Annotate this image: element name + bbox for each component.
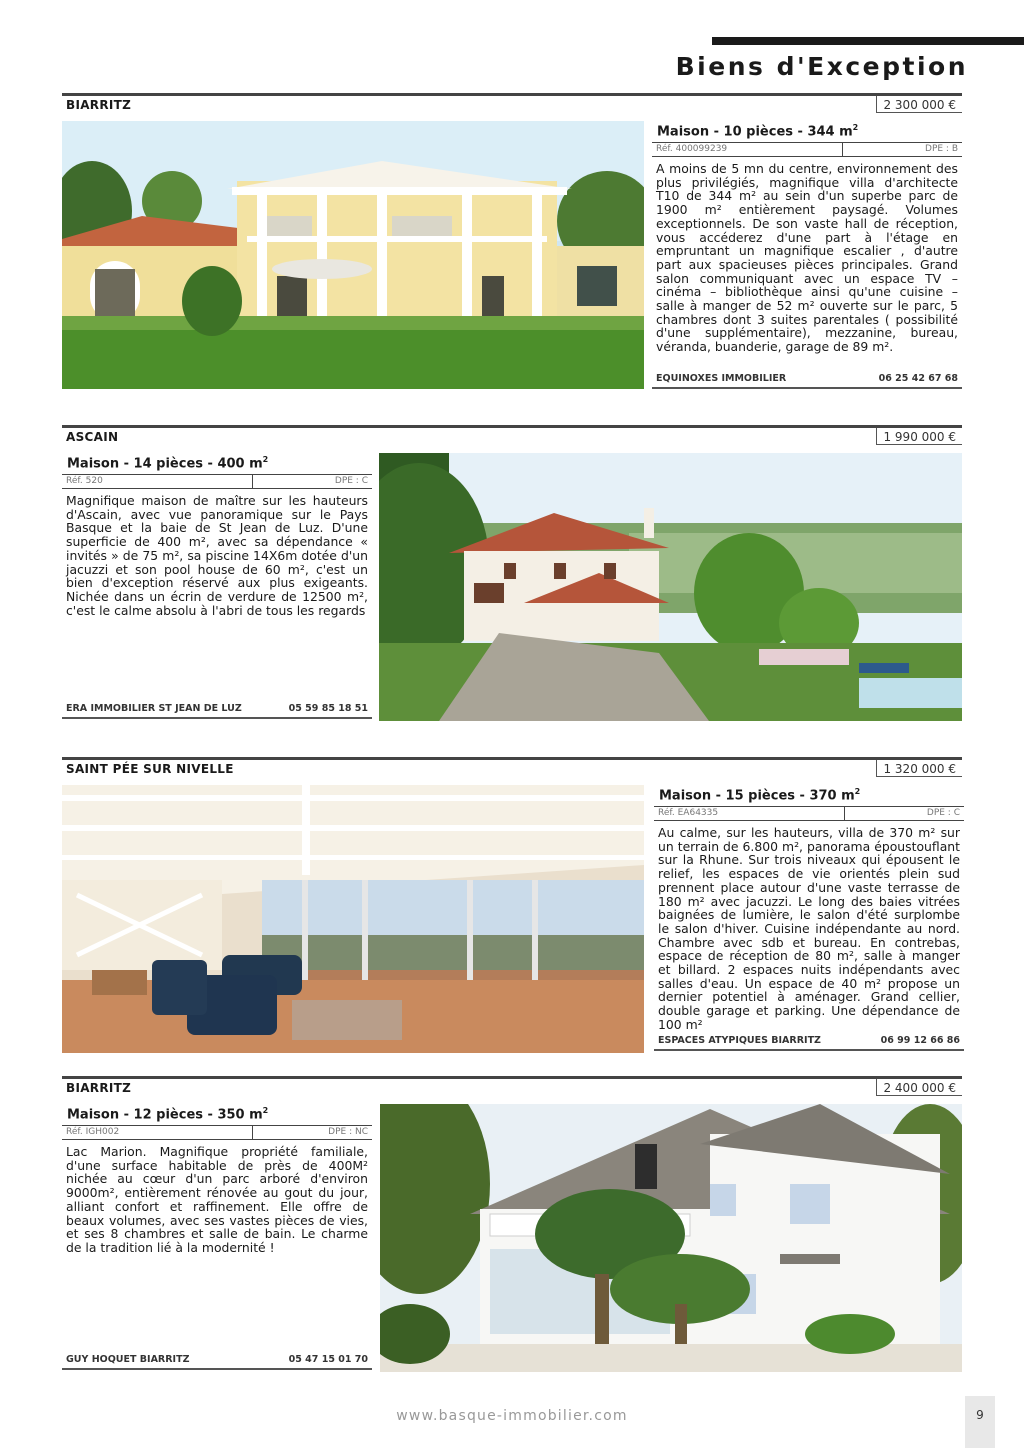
footer-url: www.basque-immobilier.com [396, 1408, 628, 1424]
listing-description: A moins de 5 mn du centre, environnement des plus privilégiés, magnifique villa d'architecte T10 de 344 m² au sein d'un superbe parc de 1900 m² entièrement paysagé. Volumes exceptionnels. De son vaste hall de réception, vous accéderez d'une part à l'étage en empruntant un magnifique escalier , d'autre part aux spacieuses pièces principales. Grand salon communiquant avec un espace TV – cinéma – bibliothèque ainsi qu'une cuisine – salle à manger de 52 m² ouverte sur le parc, 5 chambres dont 3 suites parentales ( possibilité d'une supplémentaire), mezzanine, bureau, véranda, buanderie, garage de 89 m². [656, 161, 958, 355]
listing-meta [652, 143, 962, 157]
listing-kind: Maison - 14 pièces - 400 $m^2$ [62, 453, 372, 475]
listing-card [62, 93, 962, 393]
listing-description: Lac Marion. Magnifique propriété familiale, d'une surface habitable de près de 400M² nichée au cœur d'un parc arboré d'environ 9000m², entièrement rénovée au gout du jour, alliant confort et raffinement. Elle offre de beaux volumes, avec ses vastes pièces de vies, et ses 8 chambres et salle de bain. Le charme de la tradition lié à la modernité ! [66, 1144, 368, 1255]
page-title: Biens d'Exception [675, 52, 968, 81]
listing-header [62, 1076, 962, 1096]
listing-ref: Réf. IGH002 [66, 1127, 120, 1137]
listing-card [62, 425, 962, 725]
listing-info [62, 453, 372, 617]
agency-name: ESPACES ATYPIQUES BIARRITZ [658, 1035, 821, 1046]
header-bar [712, 37, 1024, 45]
listing-price: 2 300 000 € [876, 96, 962, 113]
listing-card [62, 1076, 962, 1376]
agency-phone: 06 25 42 67 68 [878, 373, 958, 384]
listing-dpe: DPE : NC [328, 1127, 368, 1137]
listing-dpe: DPE : C [334, 476, 368, 486]
listing-city: SAINT PÉE SUR NIVELLE [66, 762, 234, 776]
listing-dpe: DPE : C [926, 808, 960, 818]
listing-info [62, 1104, 372, 1255]
listing-description: Au calme, sur les hauteurs, villa de 370 m² sur un terrain de 6.800 m², panorama époustouflant sur la Rhune. Sur trois niveaux qui épousent le relief, les espaces de vie orientés plein sud prennent place autour d'une vaste terrasse de 180 m² avec jacuzzi. Le long des baies vitrées baignées de lumière, le salon d'été surplombe le salon d'hiver. Cuisine indépendante au nord. Chambre avec sdb et bureau. En contrebas, espace de réception de 80 m², salle à manger et billard. 2 espaces nuits indépendants avec salles d'eau. Un espace de 40 m² propose un dernier potentiel à aménager. Grand cellier, double garage et parking. Une dépendance de 100 m² [658, 825, 960, 1032]
listing-meta [62, 1126, 372, 1140]
listing-dpe: DPE : B [925, 144, 958, 154]
listing-agency-row [654, 1029, 964, 1051]
agency-phone: 05 59 85 18 51 [288, 703, 368, 714]
listing-agency-row [62, 697, 372, 719]
listing-header [62, 757, 962, 777]
listing-ref: Réf. EA64335 [658, 808, 719, 818]
meta-divider [252, 475, 253, 488]
listing-price: 2 400 000 € [876, 1079, 962, 1096]
listing-kind: Maison - 12 pièces - 350 $m^2$ [62, 1104, 372, 1126]
listing-ref: Réf. 400099239 [656, 144, 728, 154]
listing-meta [654, 807, 964, 821]
listing-card [62, 757, 962, 1057]
agency-name: ERA IMMOBILIER ST JEAN DE LUZ [66, 703, 242, 714]
listing-price: 1 320 000 € [876, 760, 962, 777]
agency-name: GUY HOQUET BIARRITZ [66, 1354, 190, 1365]
agency-name: EQUINOXES IMMOBILIER [656, 373, 787, 384]
listing-kind: Maison - 10 pièces - 344 $m^2$ [652, 121, 962, 143]
listing-city: ASCAIN [66, 430, 119, 444]
page-number: 9 [965, 1396, 995, 1448]
listing-city: BIARRITZ [66, 98, 132, 112]
listing-agency-row [652, 367, 962, 389]
property-photo [62, 785, 644, 1053]
listing-city: BIARRITZ [66, 1081, 132, 1095]
property-photo [379, 453, 962, 721]
property-photo [380, 1104, 962, 1372]
listing-header [62, 425, 962, 445]
meta-divider [842, 143, 843, 156]
listing-header [62, 93, 962, 113]
listing-agency-row [62, 1348, 372, 1370]
listing-price: 1 990 000 € [876, 428, 962, 445]
meta-divider [844, 807, 845, 820]
property-photo [62, 121, 644, 389]
listing-description: Magnifique maison de maître sur les hauteurs d'Ascain, avec vue panoramique sur le Pays Basque et la baie de St Jean de Luz. D'une superficie de 400 m², avec sa dépendance « invités » de 75 m², sa piscine 14X6m dotée d'un jacuzzi et son pool house de 60 m², c'est un bien d'exception réservé aux plus exigeants. Nichée dans un écrin de verdure de 12500 m², c'est le calme absolu à l'abri de tous les regards [66, 493, 368, 618]
listing-kind: Maison - 15 pièces - 370 $m^2$ [654, 785, 964, 807]
agency-phone: 06 99 12 66 86 [880, 1035, 960, 1046]
listing-meta [62, 475, 372, 489]
listing-info [654, 785, 964, 1032]
listing-info [652, 121, 962, 354]
listing-ref: Réf. 520 [66, 476, 103, 486]
agency-phone: 05 47 15 01 70 [288, 1354, 368, 1365]
meta-divider [252, 1126, 253, 1139]
